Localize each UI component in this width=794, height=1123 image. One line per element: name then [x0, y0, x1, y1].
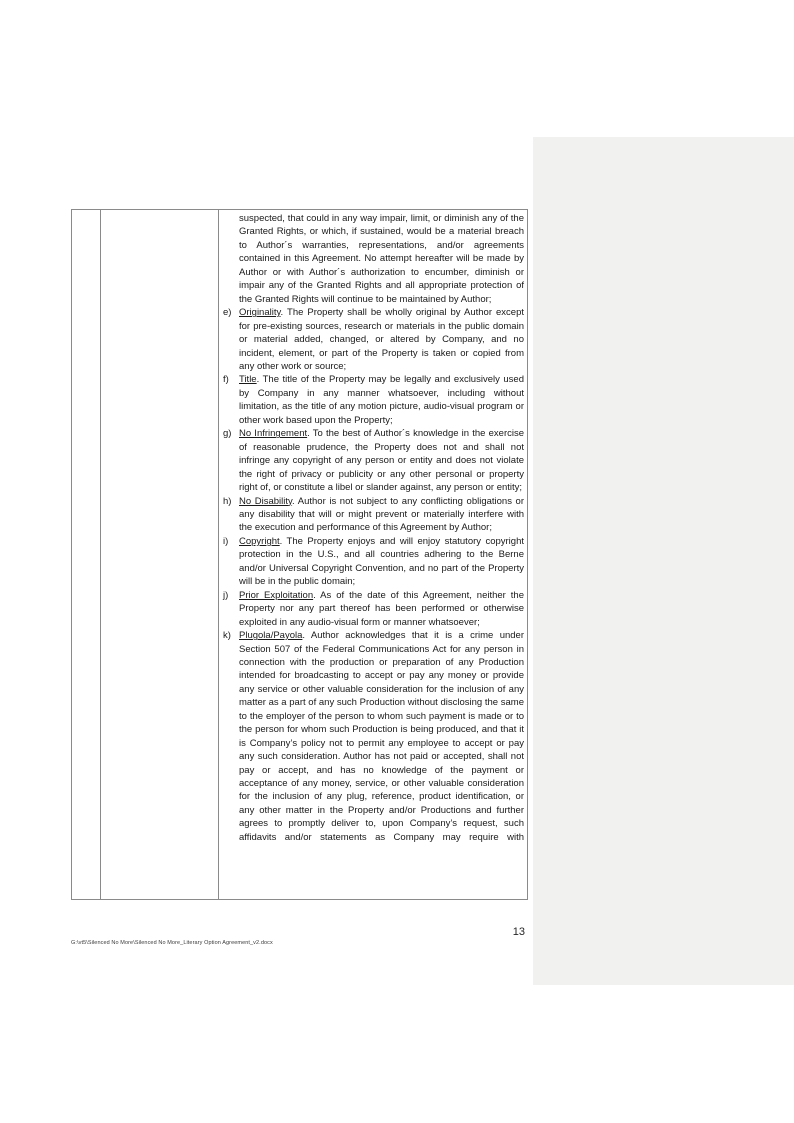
agreement-table [71, 209, 528, 900]
table-column-label [101, 210, 219, 899]
clause-heading: No Disability [239, 495, 293, 507]
clause-text: . Author is not subject to any conflicting obligations or any disability that will or might prevent or materially interfere with the execution and performance of this Agreement by Author; [239, 495, 524, 534]
clause-item-i [223, 535, 524, 589]
table-column-narrow [72, 210, 101, 899]
clause-label: f) [223, 374, 229, 386]
clause-item-h [223, 495, 524, 535]
clause-text: . To the best of Author´s knowledge in the exercise of reasonable prudence, the Property does not and shall not infringe any copyright of any person or entity and does not violate the right of privacy or publicity or any other personal or property right of, or constitute a libel or slander against, any person or entity; [239, 428, 524, 494]
page-number: 13 [512, 926, 525, 938]
clause-item-e [223, 306, 524, 373]
side-gray-panel [533, 137, 794, 985]
clause-text: . The Property shall be wholly original by Author except for pre-existing sources, research or materials in the public domain or material added, changed, or altered by Company, and no incident, element, or part of the Property is taken or copied from any other work or source; [239, 307, 524, 372]
clause-item-f [223, 373, 524, 427]
clause-text: . The title of the Property may be legally and exclusively used by Company in any manner whatsoever, including without limitation, as the title of any motion picture, audio-visual program or other work based upon the Property; [239, 374, 524, 426]
clause-label: e) [223, 307, 232, 319]
clause-heading: Title [239, 374, 257, 386]
clause-label: j) [223, 589, 229, 601]
clause-label: h) [223, 495, 232, 507]
clause-heading: Copyright [239, 535, 280, 547]
clause-text: . The Property enjoys and will enjoy statutory copyright protection in the U.S., and all countries adhering to the Berne and/or Universal Copyright Convention, and no part of the Property will be in the public domain; [239, 535, 524, 588]
clause-heading: Plugola/Payola [239, 630, 303, 642]
clause-heading: Originality [239, 307, 281, 319]
clause-item-g [223, 427, 524, 494]
clause-heading: No Infringement [239, 428, 308, 440]
clause-item-j [223, 589, 524, 629]
clause-label: k) [223, 630, 231, 642]
clause-item-k [223, 629, 524, 844]
clause-heading: Prior Exploitation [239, 589, 314, 601]
clause-label: g) [223, 428, 232, 440]
continuation-paragraph: suspected, that could in any way impair, limit, or diminish any of the Granted Rights, or which, if sustained, would be a material breach to Author´s warranties, representations, and/or agreements contained in this Agreement. No attempt hereafter will be made by Author or with Author´s authorization to encumber, diminish or impair any of the Granted Rights and all appropriate protection of the Granted Rights will continue to be maintained by Author; [239, 213, 524, 305]
footer-file-path: G:\vt5\Silenced No More\Silenced No More_Literary Option Agreement_v2.docx [71, 940, 273, 946]
clause-text: . As of the date of this Agreement, neither the Property nor any part thereof has been performed or otherwise exploited in any audio-visual form or manner whatsoever; [239, 589, 525, 628]
clause-label: i) [223, 535, 229, 547]
table-column-body [219, 210, 527, 899]
clause-text: . Author acknowledges that it is a crime under Section 507 of the Federal Communications Act for any person in connection with the production or preparation of any Production intended for broadcasting to accept or pay any money or provide any service or other valuable consideration for the inclusion of any matter as a part of any such Production without disclosing the same to the employer of the person to whom such payment is made or to the person for whom such Production is being produced, and that it is Company’s policy not to permit any employee to accept or pay any such consideration. Author has not paid or accepted, shall not pay or accept, and has no knowledge of the payment or acceptance of any money, service, or other valuable consideration for the inclusion of any plug, reference, product identification, or any other matter in the Property and/or Productions and further agrees to promptly deliver to, upon Company’s request, such affidavits and/or statements as Company may require with [239, 630, 524, 843]
